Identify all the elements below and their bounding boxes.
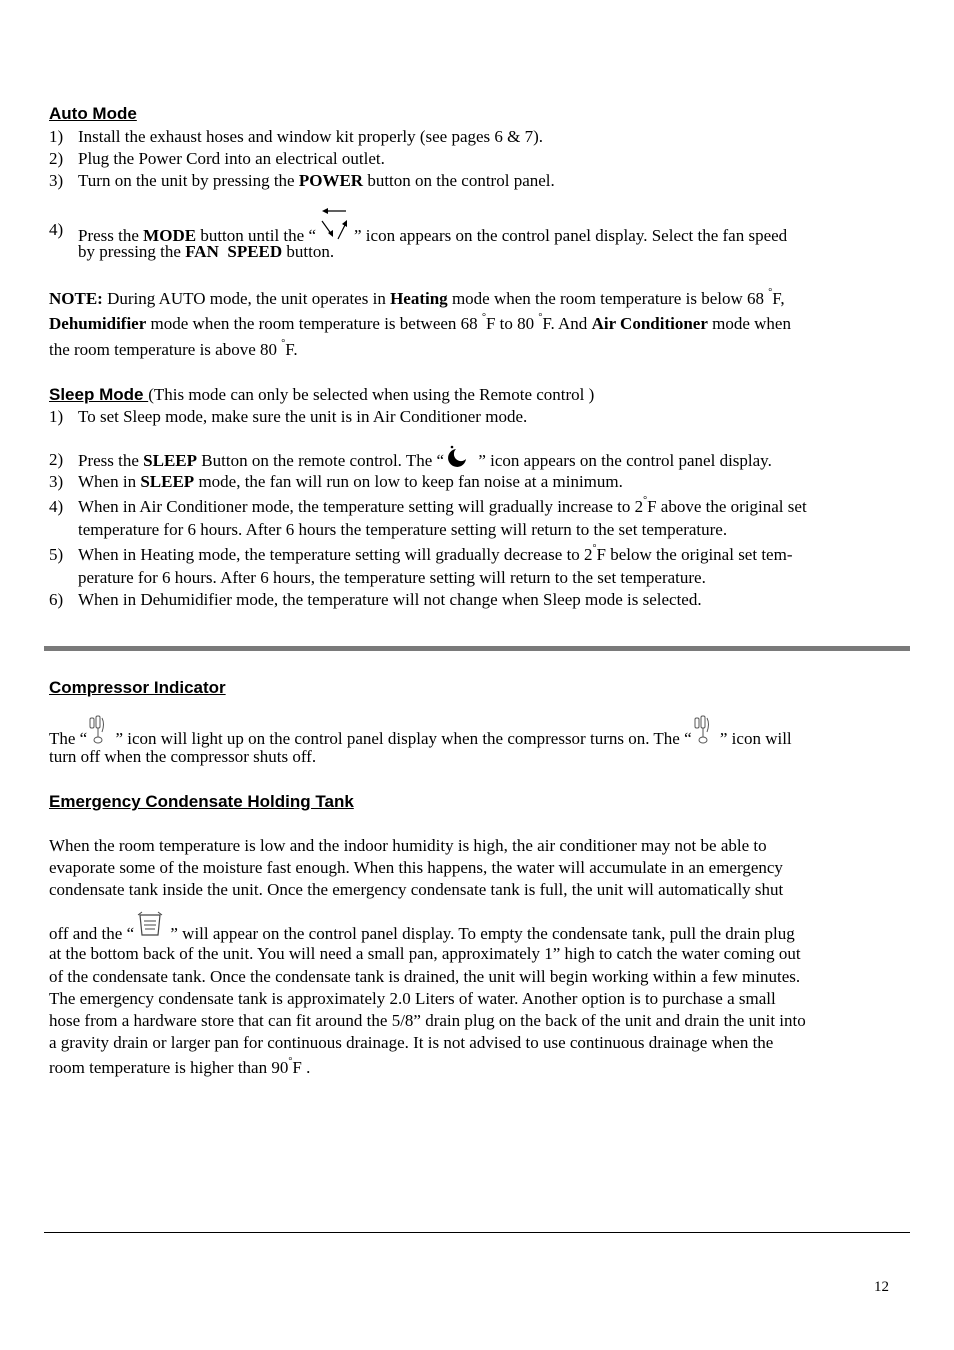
step-number: 2) [49,450,64,469]
step-number: 4) [49,220,64,239]
note-line-2: Dehumidifier mode when the room temperature is between 68 °F to 80 °F. And Air Conditioner mode when [49,312,791,333]
tank-line: When the room temperature is low and the indoor humidity is high, the air conditioner may not be able to [49,836,767,855]
step-text: Press the MODE button until the “ ” icon appears on the control panel display. Select the fan speed [78,219,787,255]
step-text: When in Air Conditioner mode, the temperature setting will gradually increase to 2°F above the original set [78,495,807,516]
step-number: 5) [49,545,64,564]
step-number: 4) [49,497,64,516]
sleep-mode-heading: Sleep Mode [49,385,149,404]
step-text: Plug the Power Cord into an electrical outlet. [78,149,385,168]
step-text: Install the exhaust hoses and window kit properly (see pages 6 & 7). [78,127,544,146]
auto-mode-heading: Auto Mode [49,104,137,123]
section-divider [44,646,910,651]
note-line-1: NOTE: During AUTO mode, the unit operates in Heating mode when the room temperature is below 68 °F, [49,287,785,308]
tank-line-last: room temperature is higher than 90°F . [49,1056,311,1077]
tank-line: The emergency condensate tank is approximately 2.0 Liters of water. Another option is to purchase a small [49,989,776,1008]
step-text: To set Sleep mode, make sure the unit is in Air Conditioner mode. [78,407,528,426]
sleep-mode-note: (This mode can only be selected when using the Remote control ) [148,385,595,404]
tank-line: off and the “ ” will appear on the control panel display. To empty the condensate tank, pull the drain plug [49,921,795,949]
step-number: 3) [49,171,64,190]
compressor-icon [87,714,111,746]
step-text: When in Dehumidifier mode, the temperature will not change when Sleep mode is selected. [78,590,702,609]
page-number: 12 [874,1279,889,1295]
step-text-continued: by pressing the FAN SPEED button. [78,242,335,261]
step-text-continued: perature for 6 hours. After 6 hours, the temperature setting will return to the set temperature. [78,568,706,587]
step-number: 6) [49,590,64,609]
step-text: When in Heating mode, the temperature setting will gradually decrease to 2°F below the original set tem- [78,543,793,564]
step-text: Turn on the unit by pressing the POWER button on the control panel. [78,171,555,190]
step-number: 3) [49,472,64,491]
tank-line: a gravity drain or larger pan for continuous drainage. It is not advised to use continuous drainage when the [49,1033,774,1052]
compressor-line-1: The “ ” icon will light up on the control panel display when the compressor turns on. The “ ” icon will [49,724,792,756]
tank-heading: Emergency Condensate Holding Tank [49,792,354,811]
sleep-moon-icon [444,443,474,469]
compressor-icon [692,714,716,746]
step-text: Press the SLEEP Button on the remote control. The “ ” icon appears on the control panel display. [78,449,772,475]
full-tank-icon [134,911,166,939]
tank-line: hose from a hardware store that can fit around the 5/8” drain plug on the back of the unit and drain the unit into [49,1011,806,1030]
step-text: When in SLEEP mode, the fan will run on low to keep fan noise at a minimum. [78,472,623,491]
step-number: 2) [49,149,64,168]
sleep-mode-heading-row [49,384,594,406]
footer-divider [44,1232,910,1233]
tank-line: at the bottom back of the unit. You will need a small pan, approximately 1” high to catch the water coming out [49,944,801,963]
auto-mode-icon [316,207,354,243]
tank-line: condensate tank inside the unit. Once the emergency condensate tank is full, the unit will automatically shut [49,880,784,899]
tank-line: of the condensate tank. Once the condensate tank is drained, the unit will begin working within a few minutes. [49,967,801,986]
step-number: 1) [49,407,64,426]
note-line-3: the room temperature is above 80 °F. [49,338,298,359]
step-number: 1) [49,127,64,146]
compressor-heading: Compressor Indicator [49,678,226,697]
compressor-line-2: turn off when the compressor shuts off. [49,747,317,766]
step-text-continued: temperature for 6 hours. After 6 hours the temperature setting will return to the set temperature. [78,520,728,539]
tank-line: evaporate some of the moisture fast enough. When this happens, the water will accumulate in an emergency [49,858,783,877]
